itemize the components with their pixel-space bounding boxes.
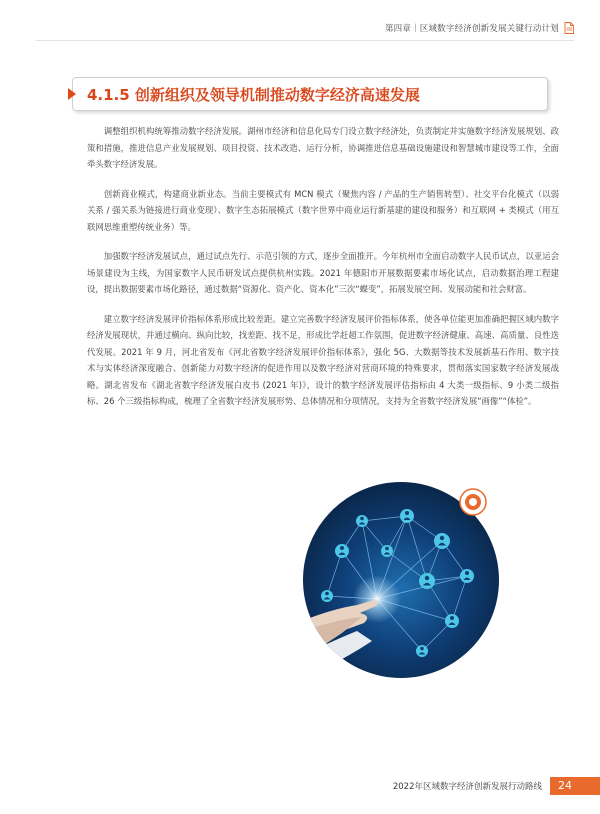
- page-footer: [393, 777, 600, 795]
- chapter-title: 第四章｜区域数字经济创新发展关键行动计划: [384, 24, 559, 34]
- paragraph: 建立数字经济发展评价指标体系形成比较差距。建立完善数字经济发展评价指标体系，使各单位能更加准确把握区域内数字经济发展现状，并通过横向、纵向比较，找差距、找不足，形成比学赶超工作氛围，促进数字经济健康、高速、高质量、良性迭代发展。2021 年 9 月，河北省发布《河北省数字经济发展评价指标体系》，强化 5G、大数据等技术发展新基石作用、数字技术与实体经济深度融合、创新能力对数字经济的促进作用以及数字经济对营商环境的特殊要求，贯彻落实国家数字经济发展战略。湖北省发布《湖北省数字经济发展白皮书 (2021 年)》，设计的数字经济发展评估指标由 4 大类一级指标、9 小类二级指标、26 个三级指标构成，梳理了全省数字经济发展形势、总体情况和分项情况，支持为全省数字经济发展“画像”“体检”。: [87, 313, 559, 406]
- title-marker-icon: [68, 88, 76, 100]
- paragraph: 加强数字经济发展试点，通过试点先行、示范引领的方式，逐步全面推开。今年杭州市全面启动数字人民币试点，以亚运会场景建设为主线，为国家数字人民币研发试点提供杭州实践。2021 年德阳市开展数据要素市场化试点，启动数据治理工程建设，提出数据要素市场化路径，通过数据“资源化、资产化、资本化”三次“蝶变”，拓展发展空间、发展动能和社会财富。: [87, 251, 559, 294]
- target-icon: [459, 488, 487, 516]
- section-title-box: [72, 77, 548, 111]
- paragraph: 创新商业模式，构建商业新业态。当前主要模式有 MCN 模式（聚焦内容 / 产品的生产销售转型）、社交平台化模式（以弱关系 / 强关系为链接进行商业变现）、数字生态拓展模式（数字世界中商业运行新基建的建设和服务）和互联网 + 类模式（用互联网思维重塑传统业务）等。: [87, 188, 559, 232]
- paragraph: 调整组织机构统筹推动数字经济发展。湖州市经济和信息化局专门设立数字经济处，负责制定并实施数字经济发展规划、政策和措施，推进信息产业发展规划、项目投资、技术改造、运行分析，协调推进信息基础设施建设和智慧城市建设等工作，全面牵头数字经济发展。: [87, 126, 559, 169]
- header-divider: [36, 40, 574, 41]
- footer-title: 2022年区域数字经济创新发展行动路线: [392, 782, 542, 792]
- document-icon: [564, 22, 574, 34]
- page-number: 24: [550, 777, 600, 795]
- body-text: [87, 123, 559, 423]
- running-header: [385, 22, 574, 34]
- section-title: 4.1.5 创新组织及领导机制推动数字经济高速发展: [87, 86, 420, 104]
